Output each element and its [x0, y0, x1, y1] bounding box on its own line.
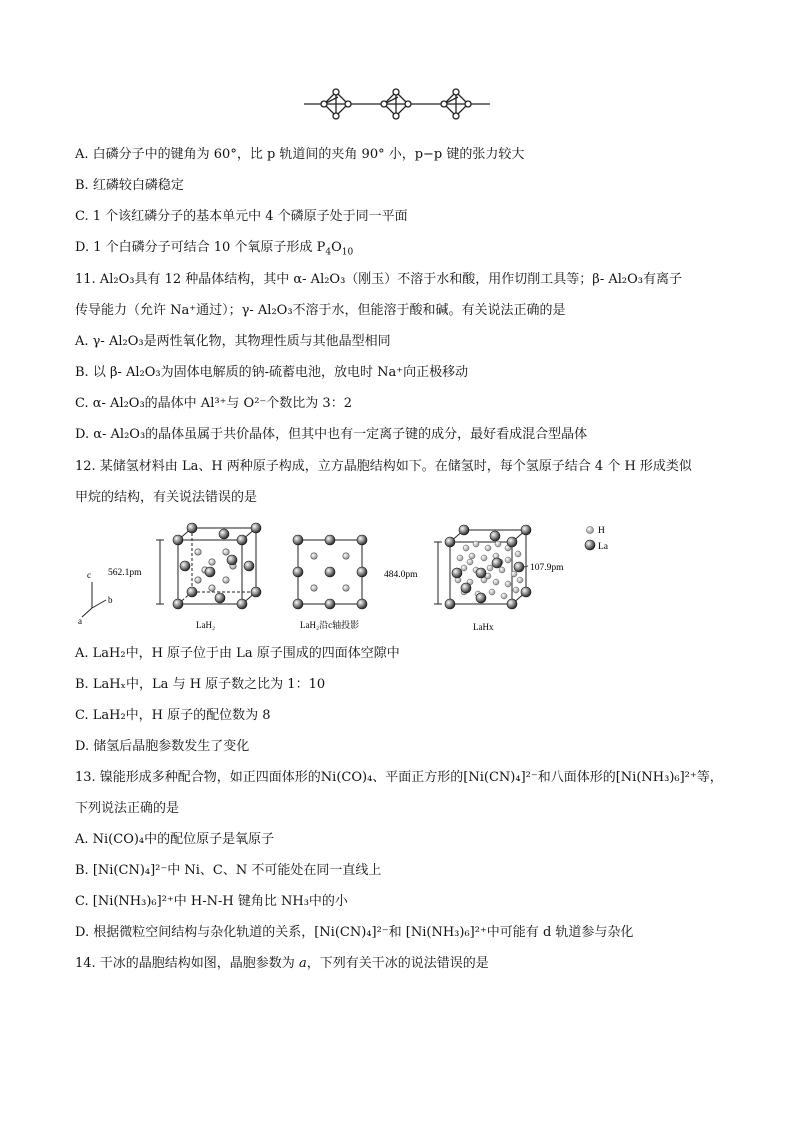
q14-lattice-param: a — [298, 956, 307, 971]
axis-a-label: a — [78, 616, 82, 626]
q11-option-d: D. α- Al₂O₃的晶体虽属于共价晶体，但其中也有一定离子键的成分，最好看成混合型晶体 — [75, 427, 588, 442]
q10-option-d-sub2: 10 — [341, 247, 354, 258]
q10-option-d-o: O — [331, 240, 342, 255]
axis-triad — [82, 582, 106, 617]
q12-stem-line1: 12. 某储氢材料由 La、H 两种原子构成，立方晶胞结构如下。在储氢时，每个氢原子结合 4 个 H 形成类似 — [75, 459, 692, 474]
q10-option-d-sub1: 4 — [325, 247, 332, 258]
q10-option-b: B. 红磷较白磷稳定 — [75, 178, 184, 193]
q12-option-d: D. 储氢后晶胞参数发生了变化 — [75, 739, 250, 754]
p4-unit-1 — [321, 89, 351, 119]
q13-stem-line2: 下列说法正确的是 — [75, 801, 180, 816]
lahx-caption: LaHx — [473, 622, 494, 632]
q13-option-c: C. [Ni(NH₃)₆]²⁺中 H-N-H 键角比 NH₃中的小 — [75, 894, 348, 909]
q10-option-a: A. 白磷分子中的键角为 60°，比 p 轨道间的夹角 90° 小，p−p 键的张力较大 — [75, 147, 525, 162]
legend-la-label: La — [598, 542, 609, 552]
p4-unit-2 — [381, 89, 411, 119]
q13-option-d: D. 根据微粒空间结构与杂化轨道的关系，[Ni(CN)₄]²⁻和 [Ni(NH₃)₆]²⁺中可能有 d 轨道参与杂化 — [75, 925, 634, 940]
red-phosphorus-chain-figure — [0, 75, 794, 135]
axis-b-label: b — [108, 595, 113, 605]
lahx-edge-dimension: 484.0pm — [384, 570, 418, 580]
projection-caption: LaH₂沿c轴投影 — [300, 620, 360, 630]
lah2-projection — [293, 535, 367, 609]
q14-stem-pre: 14. 干冰的晶胞结构如图，晶胞参数为 — [75, 956, 299, 971]
legend-h-marker — [587, 527, 594, 534]
q12-stem-line2: 甲烷的结构，有关说法错误的是 — [75, 490, 258, 505]
q14-stem-post: ，下列有关干冰的说法错误的是 — [306, 956, 489, 971]
lah2-caption: LaH₂ — [196, 620, 216, 630]
figure-legend — [585, 527, 595, 551]
legend-la-marker — [585, 540, 595, 550]
q12-option-b: B. LaHₓ中，La 与 H 原子数之比为 1：10 — [75, 677, 326, 692]
q11-stem-line1: 11. Al₂O₃具有 12 种晶体结构，其中 α- Al₂O₃（刚玉）不溶于水和酸，用作切削工具等；β- Al₂O₃有离子 — [75, 272, 682, 287]
lahx-hh-distance: 107.9pm — [530, 563, 564, 573]
q12-option-c: C. LaH₂中，H 原子的配位数为 8 — [75, 708, 271, 723]
q13-option-b: B. [Ni(CN)₄]²⁻中 Ni、C、N 不可能处在同一直线上 — [75, 863, 382, 878]
q10-option-c: C. 1 个该红磷分子的基本单元中 4 个磷原子处于同一平面 — [75, 209, 408, 224]
legend-h-label: H — [598, 526, 605, 536]
q10-option-d — [75, 240, 353, 256]
axis-c-label: c — [87, 570, 91, 580]
q12-option-a: A. LaH₂中，H 原子位于由 La 原子围成的四面体空隙中 — [75, 646, 400, 661]
q11-option-a: A. γ- Al₂O₃是两性氧化物，其物理性质与其他晶型相同 — [75, 334, 391, 349]
q13-option-a: A. Ni(CO)₄中的配位原子是氧原子 — [75, 832, 275, 847]
lah2-unit-cell — [156, 523, 261, 609]
q11-option-c: C. α- Al₂O₃的晶体中 Al³⁺与 O²⁻个数比为 3：2 — [75, 396, 352, 411]
q10-option-d-text: D. 1 个白磷分子可结合 10 个氧原子形成 P — [75, 240, 326, 255]
q13-stem-line1: 13. 镍能形成多种配合物，如正四面体形的Ni(CO)₄、平面正方形的[Ni(CN)₄]²⁻和八面体形的[Ni(NH₃)₆]²⁺等， — [75, 770, 723, 785]
p4-unit-3 — [441, 89, 471, 119]
q14-stem — [75, 956, 489, 972]
q11-stem-line2: 传导能力（允许 Na⁺通过）；γ- Al₂O₃不溶于水，但能溶于酸和碱。有关说法正确的是 — [75, 303, 566, 318]
lah-crystal-figure — [0, 518, 794, 638]
lah2-edge-dimension: 562.1pm — [108, 568, 142, 578]
q11-option-b: B. 以 β- Al₂O₃为固体电解质的钠-硫蓄电池，放电时 Na⁺向正极移动 — [75, 365, 469, 380]
lahx-unit-cell — [434, 525, 531, 609]
